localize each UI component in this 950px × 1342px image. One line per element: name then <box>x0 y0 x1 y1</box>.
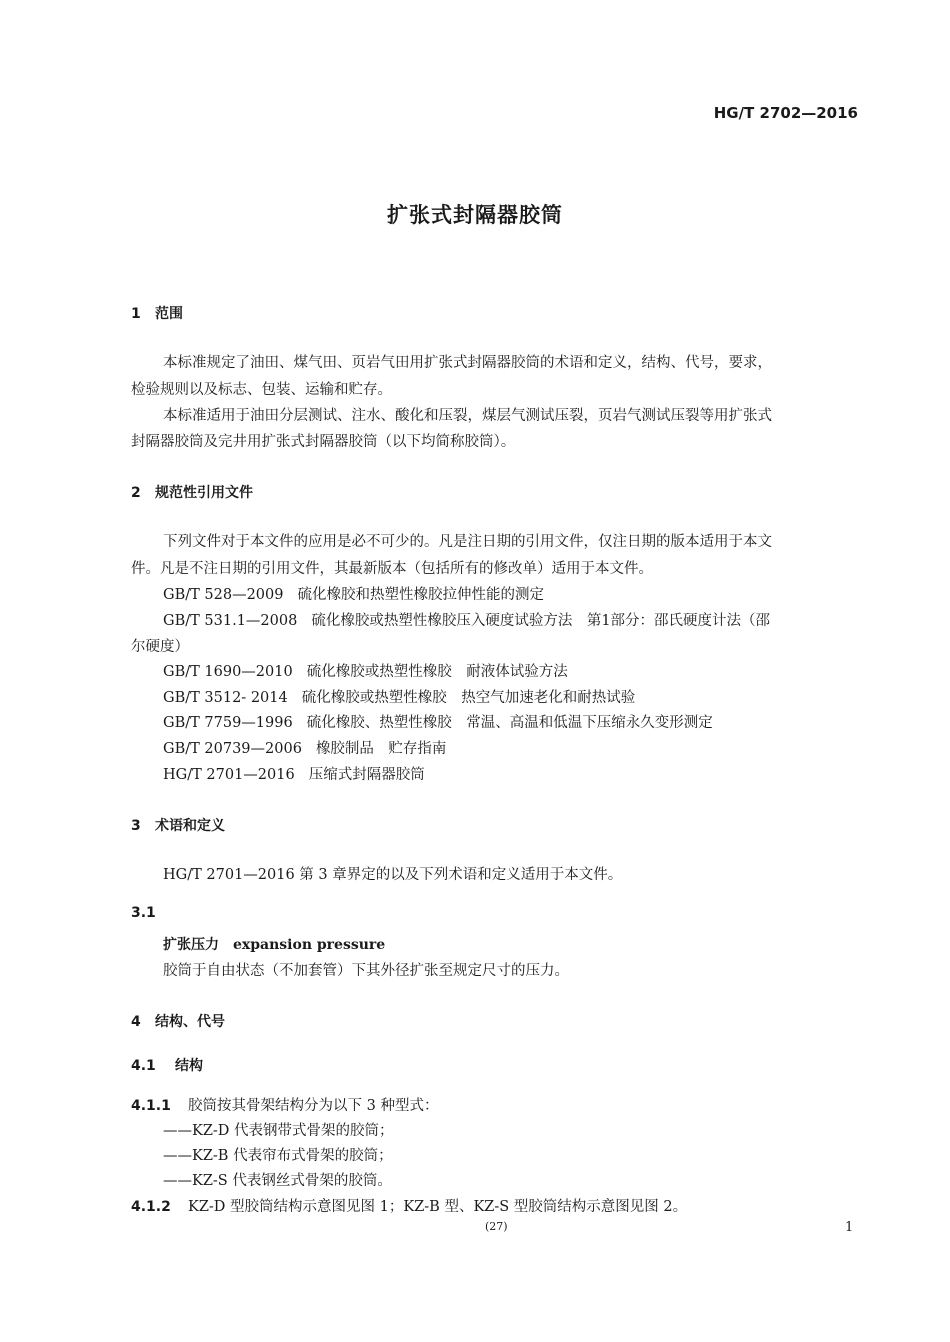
term-definition: 胶筒于自由状态（不加套管）下其外径扩张至规定尺寸的压力。 <box>163 963 569 979</box>
page-number-center: (27) <box>485 1220 508 1233</box>
reference-code: GB/T 7759—1996 <box>163 715 293 731</box>
reference-code: GB/T 531.1—2008 <box>163 613 298 629</box>
section-2-heading <box>131 482 253 502</box>
reference-title: 硫化橡胶或热塑性橡胶 耐液体试验方法 <box>306 664 568 680</box>
clause-number: 4.1.2 <box>131 1199 171 1215</box>
reference-item <box>163 711 713 732</box>
section-number: 3 <box>131 818 141 834</box>
s3-intro: HG/T 2701—2016 第 3 章界定的以及下列术语和定义适用于本文件。 <box>163 867 623 883</box>
term-english: expansion pressure <box>233 937 386 953</box>
document-title: 扩张式封隔器胶筒 <box>387 203 563 227</box>
section-title: 术语和定义 <box>155 818 225 834</box>
reference-code: GB/T 1690—2010 <box>163 664 293 680</box>
reference-title: 硫化橡胶或热塑性橡胶压入硬度试验方法 第1部分：邵氏硬度计法（邵 <box>311 613 771 629</box>
s1-paragraph-2-line-1: 本标准适用于油田分层测试、注水、酸化和压裂，煤层气测试压裂，页岩气测试压裂等用扩张式 <box>163 408 772 424</box>
reference-title: 硫化橡胶或热塑性橡胶 热空气加速老化和耐热试验 <box>301 690 636 706</box>
subsection-number: 4.1 <box>131 1058 156 1074</box>
term-chinese: 扩张压力 <box>163 937 219 953</box>
subsection-4-1-heading <box>131 1055 203 1075</box>
subsection-title: 结构 <box>175 1058 203 1074</box>
s1-paragraph-1-line-2: 检验规则以及标志、包装、运输和贮存。 <box>131 382 392 398</box>
reference-title: 压缩式封隔器胶筒 <box>308 767 425 783</box>
reference-title: 硫化橡胶、热塑性橡胶 常温、高温和低温下压缩永久变形测定 <box>306 715 713 731</box>
reference-item <box>163 763 425 784</box>
clause-4-1-1 <box>131 1094 438 1115</box>
s1-paragraph-2-line-2: 封隔器胶筒及完井用扩张式封隔器胶筒（以下均简称胶筒）。 <box>131 434 516 450</box>
reference-item-continuation: 尔硬度） <box>131 639 189 655</box>
reference-item <box>163 686 635 707</box>
s2-intro-line-1: 下列文件对于本文件的应用是必不可少的。凡是注日期的引用文件，仅注日期的版本适用于本文 <box>163 534 772 550</box>
section-3-heading <box>131 815 225 835</box>
reference-code: GB/T 3512- 2014 <box>163 690 288 706</box>
reference-item <box>163 737 446 758</box>
section-number: 4 <box>131 1014 141 1030</box>
reference-item <box>163 660 568 681</box>
clause-text: 胶筒按其骨架结构分为以下 3 种型式： <box>188 1098 439 1114</box>
list-item: ——KZ-D 代表钢带式骨架的胶筒； <box>163 1123 394 1139</box>
s2-intro-line-2: 件。凡是不注日期的引用文件，其最新版本（包括所有的修改单）适用于本文件。 <box>131 561 653 577</box>
standard-number: HG/T 2702—2016 <box>713 104 858 122</box>
section-1-heading <box>131 303 183 323</box>
reference-code: HG/T 2701—2016 <box>163 767 295 783</box>
reference-item <box>163 583 544 604</box>
list-item: ——KZ-S 代表钢丝式骨架的胶筒。 <box>163 1173 392 1189</box>
section-number: 1 <box>131 306 141 322</box>
section-number: 2 <box>131 485 141 501</box>
reference-title: 橡胶制品 贮存指南 <box>315 741 447 757</box>
reference-title: 硫化橡胶和热塑性橡胶拉伸性能的测定 <box>297 587 544 603</box>
term-heading <box>163 934 385 954</box>
clause-text: KZ-D 型胶筒结构示意图见图 1；KZ-B 型、KZ-S 型胶筒结构示意图见图 2。 <box>188 1199 688 1215</box>
section-title: 范围 <box>155 306 183 322</box>
section-title: 规范性引用文件 <box>155 485 253 501</box>
reference-item <box>163 609 770 630</box>
clause-4-1-2 <box>131 1195 687 1216</box>
section-title: 结构、代号 <box>155 1014 225 1030</box>
page-number-right: 1 <box>845 1220 854 1235</box>
section-4-heading <box>131 1011 225 1031</box>
term-number: 3.1 <box>131 905 156 921</box>
clause-number: 4.1.1 <box>131 1098 171 1114</box>
reference-code: GB/T 20739—2006 <box>163 741 302 757</box>
reference-code: GB/T 528—2009 <box>163 587 284 603</box>
list-item: ——KZ-B 代表帘布式骨架的胶筒； <box>163 1148 393 1164</box>
s1-paragraph-1-line-1: 本标准规定了油田、煤气田、页岩气田用扩张式封隔器胶筒的术语和定义，结构、代号，要求， <box>163 355 772 371</box>
